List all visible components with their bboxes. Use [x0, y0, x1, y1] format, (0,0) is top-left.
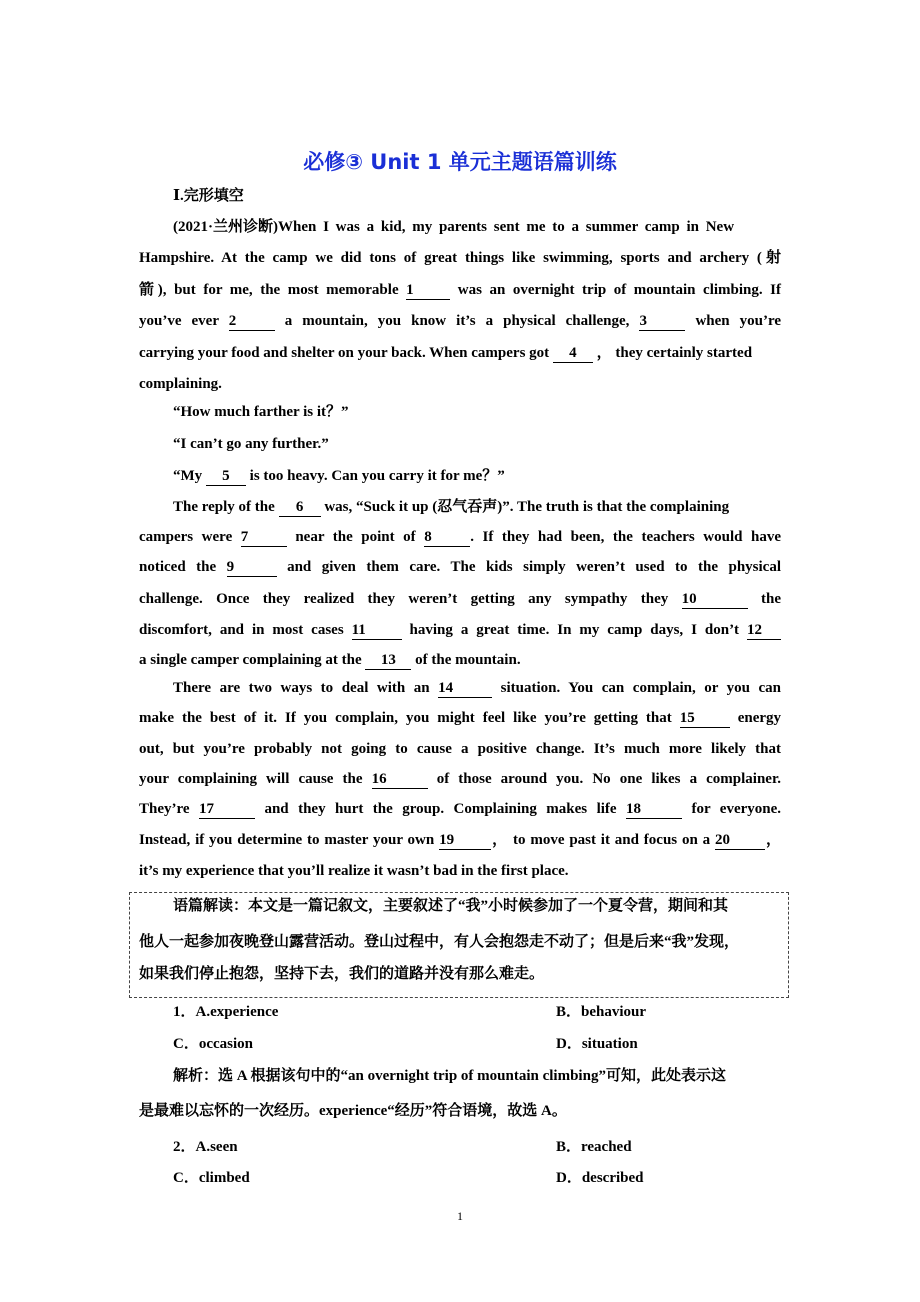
passage-line — [139, 527, 781, 547]
option-2a[interactable]: 2．A.seen — [173, 1139, 238, 1155]
blank-3[interactable]: 3 — [639, 313, 685, 331]
passage-text: the — [761, 591, 782, 607]
page-number: 1 — [457, 1209, 463, 1223]
passage-line: out, but you’re probably not going to cause a positive change. It’s much more likely that — [139, 741, 781, 757]
blank-12[interactable]: 12 — [747, 622, 781, 640]
passage-line — [139, 620, 781, 640]
blank-7[interactable]: 7 — [241, 529, 287, 547]
blank-9[interactable]: 9 — [227, 559, 277, 577]
passage-text: having a great time. In my camp days, I don’t — [409, 622, 740, 638]
passage-line — [139, 557, 781, 577]
section-heading: Ⅰ.完形填空 — [173, 188, 244, 204]
passage-text: They’re — [139, 801, 190, 817]
analysis-line: 他人一起参加夜晚登山露营活动。登山过程中，有人会抱怨走不动了；但是后来“我”发现， — [139, 934, 740, 950]
blank-14[interactable]: 14 — [438, 680, 492, 698]
blank-16[interactable]: 16 — [372, 771, 428, 789]
passage-text: of the mountain. — [415, 652, 521, 668]
passage-line — [173, 497, 729, 517]
blank-11[interactable]: 11 — [352, 622, 402, 640]
option-2d[interactable]: D．described — [556, 1170, 644, 1186]
passage-text: you’ve ever — [139, 313, 219, 329]
passage-text: and given them care. The kids simply weren’t used to the physical — [287, 559, 782, 575]
blank-15[interactable]: 15 — [680, 710, 730, 728]
passage-line — [139, 830, 781, 850]
analysis-line: 如果我们停止抱怨，坚持下去，我们的道路并没有那么难走。 — [139, 966, 545, 982]
passage-line: Hampshire. At the camp we did tons of great things like swimming, sports and archery (射 — [139, 250, 781, 266]
passage-text: when you’re — [695, 313, 782, 329]
passage-text: for everyone. — [691, 801, 782, 817]
passage-line — [139, 769, 781, 789]
blank-1[interactable]: 1 — [406, 282, 450, 300]
option-2b[interactable]: B．reached — [556, 1139, 632, 1155]
source-tag: (2021·兰州诊断) — [173, 219, 278, 235]
passage-text: carrying your food and shelter on your back. When campers got — [139, 345, 550, 361]
passage-text: campers were — [139, 529, 233, 545]
blank-8[interactable]: 8 — [424, 529, 470, 547]
passage-text: near the point of — [295, 529, 416, 545]
passage-line — [139, 589, 781, 609]
passage-text: was, “Suck it up (忍气吞声)”. The truth is that the complaining — [324, 499, 730, 515]
passage-text: 箭), but for me, the most memorable — [139, 282, 399, 298]
passage-text: energy — [737, 710, 782, 726]
passage-text: When I was a kid, my parents sent me to a summer camp in New — [278, 219, 735, 235]
passage-line — [139, 708, 781, 728]
quote-line — [173, 466, 505, 486]
passage-text: a single camper complaining at the — [139, 652, 362, 668]
passage-text: noticed the — [139, 559, 217, 575]
passage-text: There are two ways to deal with an — [173, 680, 430, 696]
passage-text: “My — [173, 468, 203, 484]
blank-17[interactable]: 17 — [199, 801, 255, 819]
passage-line: complaining. — [139, 376, 222, 392]
quote-line: “I can’t go any further.” — [173, 436, 329, 452]
blank-19[interactable]: 19 — [439, 832, 491, 850]
passage-text: challenge. Once they realized they weren’t getting any sympathy they — [139, 591, 669, 607]
blank-13[interactable]: 13 — [365, 652, 411, 670]
explanation-line: 是最难以忘怀的一次经历。experience“经历”符合语境，故选 A。 — [139, 1103, 567, 1119]
passage-text: . If they had been, the teachers would have — [470, 529, 782, 545]
blank-2[interactable]: 2 — [229, 313, 275, 331]
passage-text: ， to move past it and focus on a — [491, 832, 711, 848]
passage-text: Instead, if you determine to master your own — [139, 832, 435, 848]
passage-line — [139, 311, 781, 331]
passage-line — [139, 343, 752, 363]
passage-text: discomfort, and in most cases — [139, 622, 344, 638]
passage-line — [139, 799, 781, 819]
blank-5[interactable]: 5 — [206, 468, 246, 486]
option-2c[interactable]: C．climbed — [173, 1170, 250, 1186]
passage-line — [173, 217, 781, 237]
passage-text: situation. You can complain, or you can — [500, 680, 782, 696]
explanation-line: 解析：选 A 根据该句中的“an overnight trip of mountain climbing”可知，此处表示这 — [173, 1068, 726, 1084]
passage-text: your complaining will cause the — [139, 771, 363, 787]
page-title: 必修③ Unit 1 单元主题语篇训练 — [303, 150, 617, 174]
passage-text: is too heavy. Can you carry it for me？” — [249, 468, 505, 484]
passage-line — [173, 678, 781, 698]
blank-4[interactable]: 4 — [553, 345, 593, 363]
passage-line: it’s my experience that you’ll realize it wasn’t bad in the first place. — [139, 863, 569, 879]
option-1d[interactable]: D．situation — [556, 1036, 638, 1052]
passage-text: The reply of the — [173, 499, 275, 515]
passage-line — [139, 650, 521, 670]
passage-text: ， they certainly started — [596, 345, 753, 361]
passage-text: of those around you. No one likes a complainer. — [436, 771, 782, 787]
passage-text: make the best of it. If you complain, you might feel like you’re getting that — [139, 710, 672, 726]
passage-text: ， — [764, 832, 782, 848]
blank-20[interactable]: 20 — [715, 832, 765, 850]
quote-line: “How much farther is it？” — [173, 404, 349, 420]
option-1c[interactable]: C．occasion — [173, 1036, 253, 1052]
blank-6[interactable]: 6 — [279, 499, 321, 517]
passage-text: was an overnight trip of mountain climbing. If — [457, 282, 782, 298]
passage-line — [139, 280, 781, 300]
blank-18[interactable]: 18 — [626, 801, 682, 819]
passage-text: and they hurt the group. Complaining makes life — [264, 801, 617, 817]
analysis-line: 语篇解读：本文是一篇记叙文，主要叙述了“我”小时候参加了一个夏令营，期间和其 — [173, 898, 729, 914]
blank-10[interactable]: 10 — [682, 591, 748, 609]
option-1b[interactable]: B．behaviour — [556, 1004, 647, 1020]
option-1a[interactable]: 1．A.experience — [173, 1004, 279, 1020]
passage-text: a mountain, you know it’s a physical challenge, — [284, 313, 630, 329]
